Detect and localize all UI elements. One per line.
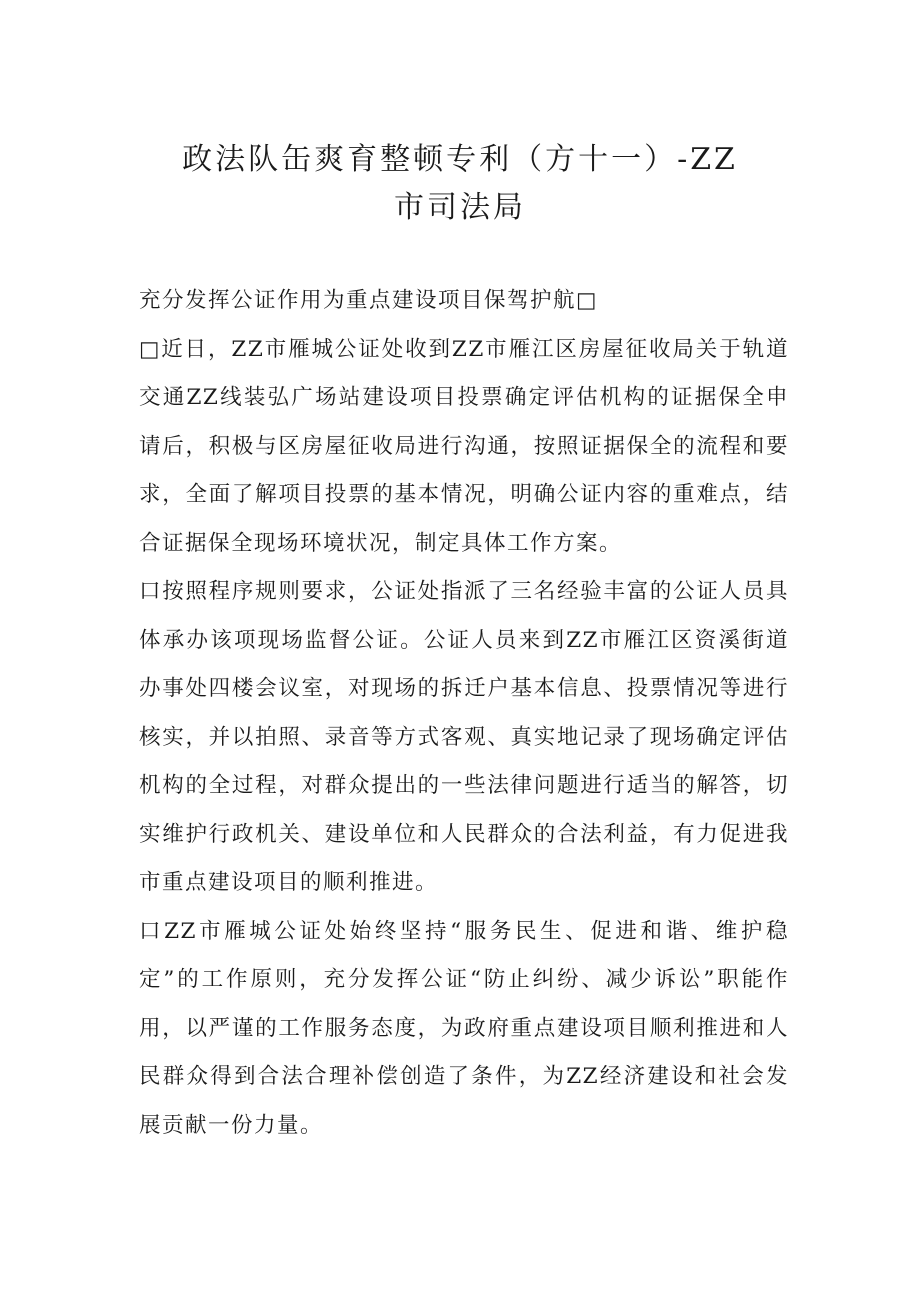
document-title-line-1: 政法队缶爽育整顿专利（方十一）-ZZ xyxy=(182,142,738,177)
document-title-line-2: 市司法局 xyxy=(394,190,526,225)
paragraph-2: 口按照程序规则要求，公证处指派了三名经验丰富的公证人员具体承办该项现场监督公证。公证人员来到ZZ市雁江区资溪街道办事处四楼会议室，对现场的拆迁户基本信息、投票情况等进行核实，并以拍照、录音等方式客观、真实地记录了现场确定评估机构的全过程，对群众提出的一些法律问题进行适当的解答，切实维护行政机关、建设单位和人民群众的合法利益，有力促进我市重点建设项目的顺利推进。 xyxy=(139,579,789,895)
paragraph-3: 口ZZ市雁城公证处始终坚持“服务民生、促进和谐、维护稳定”的工作原则，充分发挥公证“防止纠纷、减少诉讼”职能作用，以严谨的工作服务态度，为政府重点建设项目顺利推进和人民群众得到合法合理补偿创造了条件，为ZZ经济建设和社会发展贡献一份力量。 xyxy=(139,918,789,1138)
paragraph-heading: 充分发挥公证作用为重点建设项目保驾护航□ xyxy=(139,288,598,313)
paragraph-1: □近日，ZZ市雁城公证处收到ZZ市雁江区房屋征收局关于轨道交通ZZ线装弘广场站建设项目投票确定评估机构的证据保全申请后，积极与区房屋征收局进行沟通，按照证据保全的流程和要求，全面了解项目投票的基本情况，明确公证内容的重难点，结合证据保全现场环境状况，制定具体工作方案。 xyxy=(139,336,789,556)
document-body xyxy=(139,277,789,1150)
